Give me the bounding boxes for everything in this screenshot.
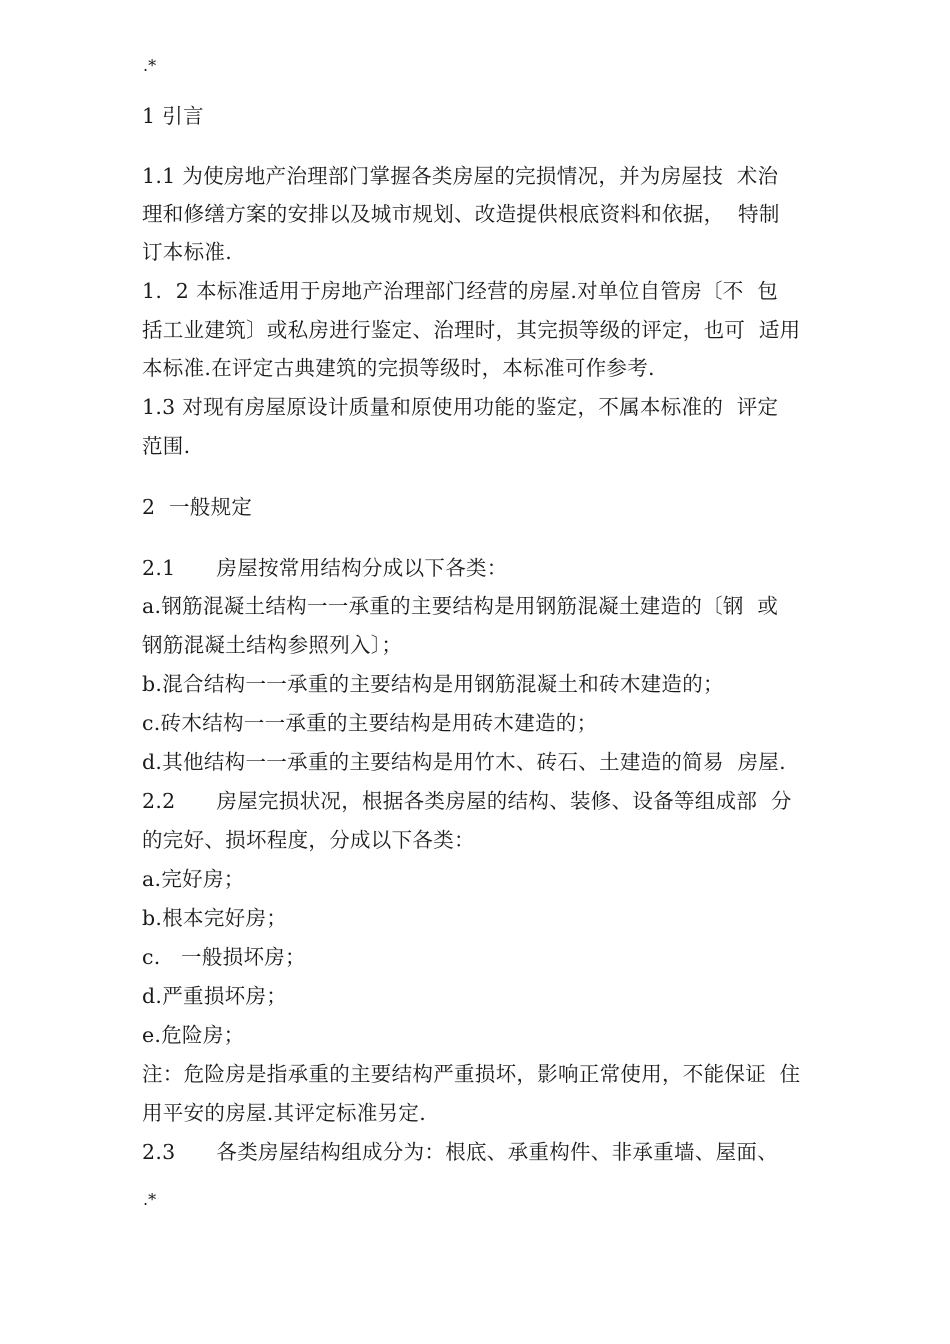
paragraph-line: 理和修缮方案的安排以及城市规划、改造提供根底资料和依据， 特制 [142, 202, 780, 226]
paragraph-line: 的完好、损坏程度，分成以下各类： [142, 828, 475, 852]
paragraph-line: 1. 2 本标准适用于房地产治理部门经营的房屋.对单位自管房〔不 包 [142, 279, 778, 303]
paragraph-line: c.砖木结构一一承重的主要结构是用砖木建造的； [142, 711, 598, 735]
paragraph-line: d.其他结构一一承重的主要结构是用竹木、砖石、土建造的简易 房屋. [142, 750, 786, 774]
paragraph-line: b.混合结构一一承重的主要结构是用钢筋混凝土和砖木建造的； [142, 672, 724, 696]
section-heading-introduction: 1 引言 [142, 104, 204, 128]
section-heading-general-rules: 2 一般规定 [142, 495, 253, 519]
header-mark: .* [143, 56, 157, 75]
paragraph-line: 本标准.在评定古典建筑的完损等级时，本标准可作参考. [142, 356, 655, 380]
paragraph-line: 括工业建筑〕或私房进行鉴定、治理时，其完损等级的评定，也可 适用 [142, 318, 801, 342]
paragraph-line: 2.3 各类房屋结构组成分为：根底、承重构件、非承重墙、屋面、 [142, 1140, 778, 1164]
paragraph-line: 订本标准. [142, 240, 233, 264]
list-item: d.严重损坏房； [142, 984, 288, 1008]
paragraph-line: a.钢筋混凝土结构一一承重的主要结构是用钢筋混凝土建造的〔钢 或 [142, 594, 779, 618]
paragraph-line: 2.2 房屋完损状况，根据各类房屋的结构、装修、设备等组成部 分 [142, 789, 792, 813]
note-line: 注：危险房是指承重的主要结构严重损坏，影响正常使用，不能保证 住 [142, 1062, 801, 1086]
paragraph-line: 1.1 为使房地产治理部门掌握各类房屋的完损情况，并为房屋技 术治 [142, 164, 779, 188]
paragraph-line: 2.1 房屋按常用结构分成以下各类： [142, 556, 508, 580]
list-item: b.根本完好房； [142, 906, 288, 930]
paragraph-line: 钢筋混凝土结构参照列入〕； [142, 633, 403, 657]
paragraph-line: 1.3 对现有房屋原设计质量和原使用功能的鉴定，不属本标准的 评定 [142, 395, 779, 419]
list-item: a.完好房； [142, 867, 245, 891]
list-item: e.危险房； [142, 1023, 245, 1047]
note-line: 用平安的房屋.其评定标准另定. [142, 1101, 427, 1125]
list-item: c. 一般损坏房； [142, 945, 306, 969]
footer-mark: .* [143, 1190, 157, 1209]
paragraph-line: 范围. [142, 434, 191, 458]
